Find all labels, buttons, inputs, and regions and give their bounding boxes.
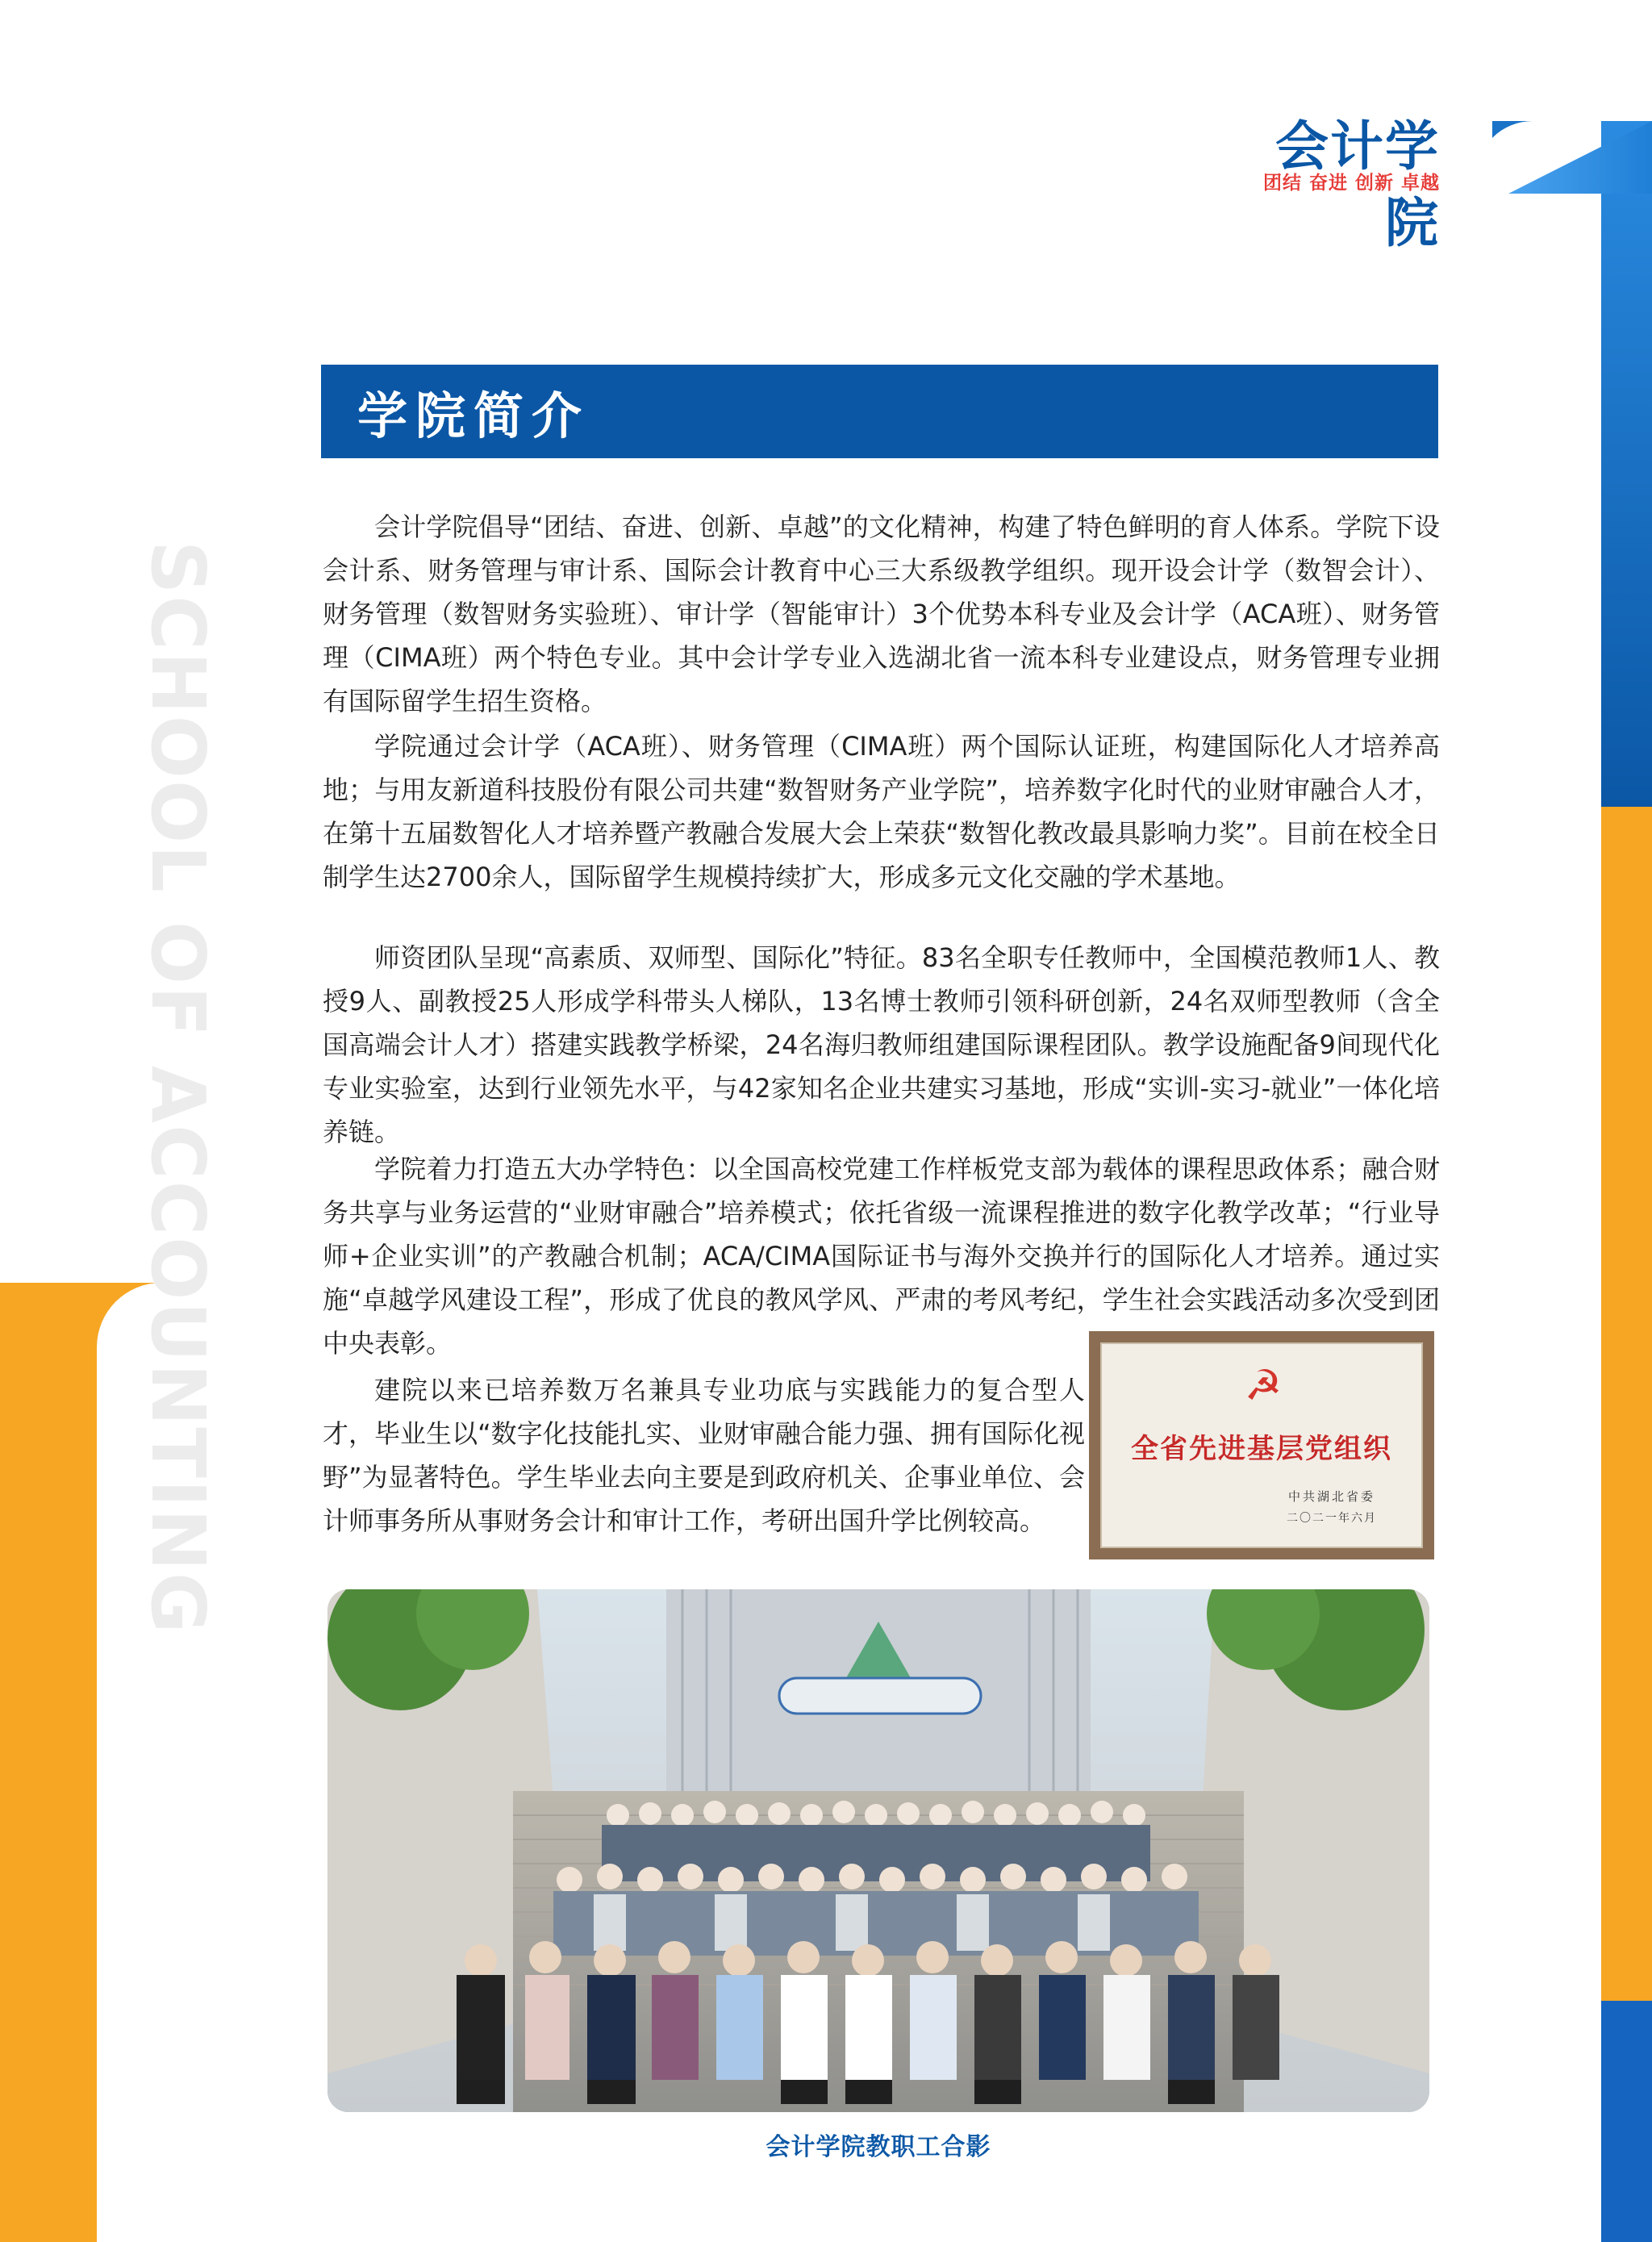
watermark-text: SCHOOL OF ACCOUNTING bbox=[135, 541, 221, 1635]
section-title: 学院简介 bbox=[357, 386, 590, 445]
plaque-issuer: 中共湖北省委 bbox=[1287, 1489, 1375, 1504]
party-emblem-icon: ☭ bbox=[1244, 1362, 1283, 1410]
plaque-title: 全省先进基层党组织 bbox=[1131, 1433, 1392, 1465]
intro-paragraph: 建院以来已培养数万名兼具专业功底与实践能力的复合型人才，毕业生以“数字化技能扎实、业财审融合能力强、拥有国际化视野”为显著特色。学生毕业去向主要是到政府机关、企事业单位、会计师事务所从事财务会计和审计工作，考研出国升学比例较高。 bbox=[323, 1375, 1085, 1536]
intro-paragraph: 学院着力打造五大办学特色：以全国高校党建工作样板党支部为载体的课程思政体系；融合财务共享与业务运营的“业财审融合”培养模式；依托省级一流课程推进的数字化教学改革；“行业导师+企业实训”的产教融合机制；ACA/CIMA国际证书与海外交换并行的国际化人才培养。通过实施“卓越学风建设工程”，形成了优良的教风学风、严肃的考风考纪，学生社会实践活动多次受到团中央表彰。 bbox=[323, 1154, 1440, 1359]
intro-paragraph: 会计学院倡导“团结、奋进、创新、卓越”的文化精神，构建了特色鲜明的育人体系。学院下设会计系、财务管理与审计系、国际会计教育中心三大系级教学组织。现开设会计学（数智会计）、财务管理（数智财务实验班）、审计学（智能审计）3个优势本科专业及会计学（ACA班）、财务管理（CIMA班）两个特色专业。其中会计学专业入选湖北省一流本科专业建设点，财务管理专业拥有国际留学生招生资格。 bbox=[323, 511, 1440, 716]
intro-paragraph: 学院通过会计学（ACA班）、财务管理（CIMA班）两个国际认证班，构建国际化人才培养高地；与用友新道科技股份有限公司共建“数智财务产业学院”，培养数字化时代的业财审融合人才，在第十五届数智化人才培养暨产教融合发展大会上荣获“数智化教改最具影响力奖”。目前在校全日制学生达2700余人，国际留学生规模持续扩大，形成多元文化交融的学术基地。 bbox=[323, 731, 1440, 892]
section-header bbox=[321, 365, 1438, 458]
white-wedge-cover bbox=[1516, 194, 1601, 2001]
logo-motto: 团结 奋进 创新 卓越 bbox=[1262, 173, 1440, 194]
plaque-face bbox=[1100, 1342, 1423, 1548]
plaque-date: 二〇二一年六月 bbox=[1287, 1512, 1377, 1525]
intro-paragraph: 师资团队呈现“高素质、双师型、国际化”特征。83名全职专任教师中，全国模范教师1人、教授9人、副教授25人形成学科带头人梯队，13名博士教师引领科研创新，24名双师型教师（含全国高端会计人才）搭建实践教学桥梁，24名海归教师组建国际课程团队。教学设施配备9间现代化专业实验室，达到行业领先水平，与42家知名企业共建实习基地，形成“实训-实习-就业”一体化培养链。 bbox=[323, 942, 1440, 1147]
group-photo-illustration bbox=[327, 1589, 1429, 2112]
award-plaque bbox=[1089, 1331, 1434, 1559]
blue-right-visible bbox=[1601, 121, 1652, 807]
orange-right-visible bbox=[1601, 807, 1652, 2001]
page-number: 01 bbox=[1504, 2144, 1537, 2175]
group-photo bbox=[327, 1589, 1429, 2112]
blue-bottom-band bbox=[1597, 2001, 1652, 2242]
photo-caption: 会计学院教职工合影 bbox=[766, 2133, 991, 2161]
logo-title: 会计学院 bbox=[1275, 115, 1440, 254]
